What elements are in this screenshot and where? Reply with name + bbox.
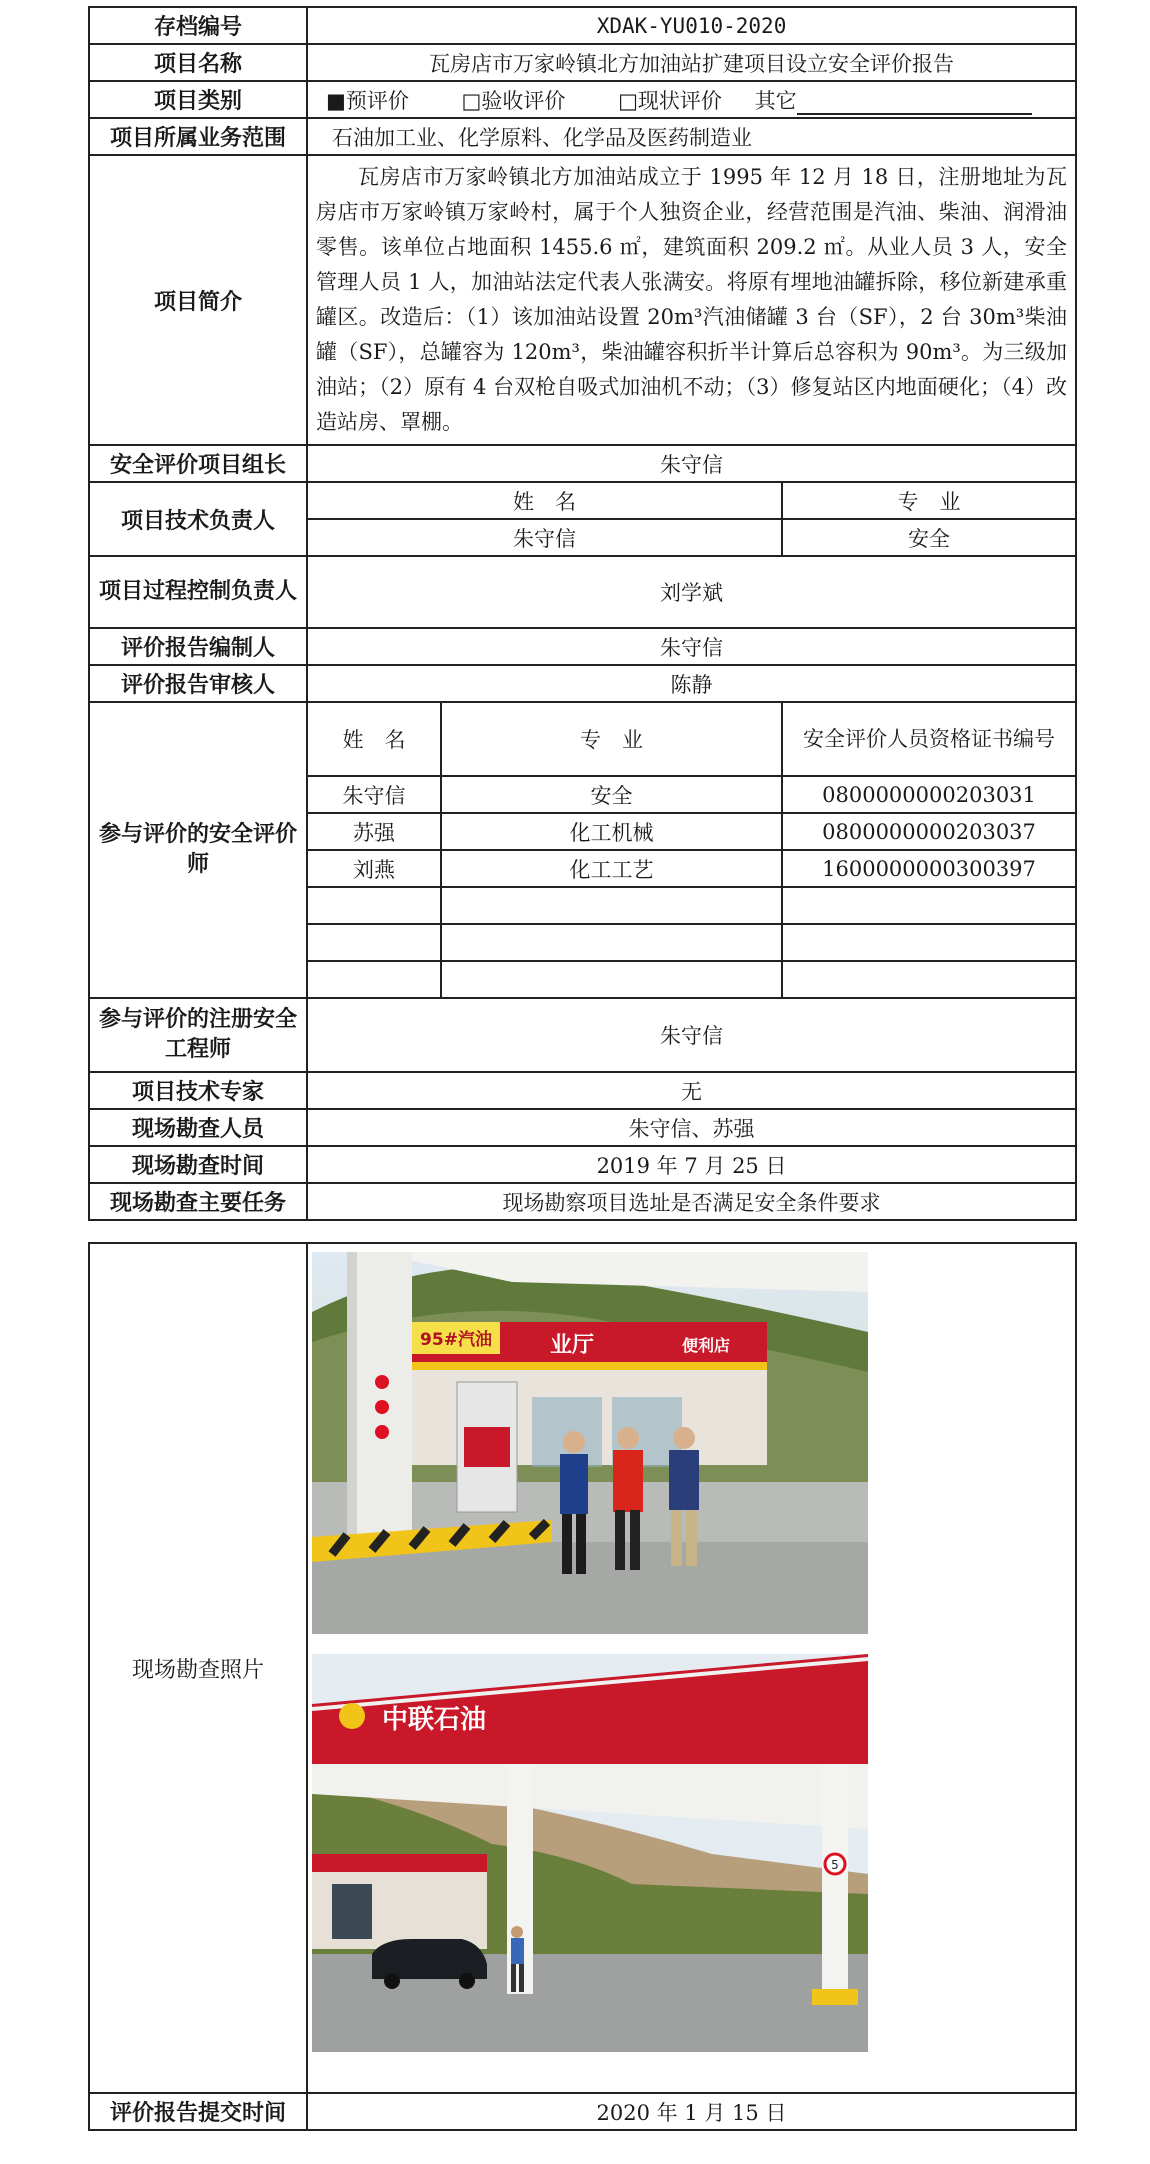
- row-tech-expert: [89, 1072, 1076, 1109]
- project-name-label: 项目名称: [89, 44, 307, 81]
- photo2-brand: 中联石油: [382, 1705, 487, 1735]
- empty-cell: [441, 924, 782, 961]
- evaluator-cert: 0800000000203037: [782, 813, 1076, 850]
- row-reg-engineer: [89, 998, 1076, 1072]
- row-survey-task: [89, 1183, 1076, 1220]
- photo2-sign-5: 5: [831, 1858, 839, 1872]
- tech-lead-major-header: 专 业: [782, 482, 1076, 519]
- archive-no-value: XDAK-YU010-2020: [307, 7, 1076, 44]
- tech-lead-name-header: 姓 名: [307, 482, 782, 519]
- photo1-sign-store: 便利店: [682, 1336, 731, 1355]
- archive-no-label: 存档编号: [89, 7, 307, 44]
- empty-cell: [307, 961, 441, 998]
- tech-lead-label: 项目技术负责人: [89, 482, 307, 556]
- evaluators-header-name: 姓 名: [307, 702, 441, 776]
- project-type-options: [307, 81, 1076, 118]
- survey-task-value: 现场勘察项目选址是否满足安全条件要求: [307, 1183, 1076, 1220]
- photo-table: [88, 1242, 1077, 2131]
- submit-time-value: 2020 年 1 月 15 日: [307, 2093, 1076, 2130]
- business-scope-label: 项目所属业务范围: [89, 118, 307, 155]
- row-project-name: [89, 44, 1076, 81]
- evaluators-label: 参与评价的安全评价师: [89, 702, 307, 998]
- site-photo-1-drawing: [312, 1252, 868, 1634]
- site-photo-2: [312, 1654, 868, 2052]
- row-team-leader: [89, 445, 1076, 482]
- report-reviewer-label: 评价报告审核人: [89, 665, 307, 702]
- photos-label: 现场勘查照片: [89, 1243, 307, 2093]
- row-submit-time: [89, 2093, 1076, 2130]
- empty-cell: [307, 924, 441, 961]
- checkbox-acceptance-evaluation: □验收评价: [461, 88, 566, 113]
- empty-cell: [782, 887, 1076, 924]
- row-process-control: [89, 556, 1076, 628]
- photo1-sign-hall: 业厅: [550, 1333, 595, 1358]
- empty-cell: [441, 961, 782, 998]
- intro-label: 项目简介: [89, 155, 307, 445]
- row-photos: [89, 1243, 1076, 2093]
- survey-time-label: 现场勘查时间: [89, 1146, 307, 1183]
- process-control-value: 刘学斌: [307, 556, 1076, 628]
- checkbox-pre-evaluation: ■预评价: [326, 88, 409, 113]
- row-project-type: [89, 81, 1076, 118]
- other-blank-line: [797, 93, 1032, 115]
- process-control-label: 项目过程控制负责人: [89, 556, 307, 628]
- empty-cell: [782, 924, 1076, 961]
- reg-engineer-label: 参与评价的注册安全工程师: [89, 998, 307, 1072]
- evaluator-cert: 0800000000203031: [782, 776, 1076, 813]
- evaluators-header-cert: 安全评价人员资格证书编号: [782, 702, 1076, 776]
- row-tech-lead-header: [89, 482, 1076, 519]
- info-table: [88, 6, 1077, 1221]
- empty-cell: [307, 887, 441, 924]
- tech-expert-value: 无: [307, 1072, 1076, 1109]
- team-leader-label: 安全评价项目组长: [89, 445, 307, 482]
- business-scope-value: 石油加工业、化学原料、化学品及医药制造业: [307, 118, 1076, 155]
- survey-task-label: 现场勘查主要任务: [89, 1183, 307, 1220]
- checkbox-status-evaluation: □现状评价: [618, 88, 722, 113]
- report-editor-value: 朱守信: [307, 628, 1076, 665]
- evaluator-cert: 1600000000300397: [782, 850, 1076, 887]
- submit-time-label: 评价报告提交时间: [89, 2093, 307, 2130]
- project-name-value: 瓦房店市万家岭镇北方加油站扩建项目设立安全评价报告: [307, 44, 1076, 81]
- photo1-sign-95: 95#汽油: [420, 1330, 492, 1350]
- row-survey-staff: [89, 1109, 1076, 1146]
- intro-text: 瓦房店市万家岭镇北方加油站成立于 1995 年 12 月 18 日，注册地址为瓦房店市万家岭镇万家岭村，属于个人独资企业，经营范围是汽油、柴油、润滑油零售。该单位占地面积 1455.6 ㎡，建筑面积 209.2 ㎡。从业人员 3 人，安全管理人员 1 人，加油站法定代表人张满安。将原有埋地油罐拆除，移位新建承重罐区。改造后：（1）该加油站设置 20m³汽油储罐 3 台（SF），2 台 30m³柴油罐（SF），总罐容为 120m³，柴油罐容积折半计算后总容积为 90m³。为三级加油站；（2）原有 4 台双枪自吸式加油机不动；（3）修复站区内地面硬化；（4）改造站房、罩棚。: [307, 155, 1076, 445]
- evaluator-major: 化工工艺: [441, 850, 782, 887]
- evaluators-header-major: 专 业: [441, 702, 782, 776]
- report-editor-label: 评价报告编制人: [89, 628, 307, 665]
- evaluator-major: 化工机械: [441, 813, 782, 850]
- evaluator-major: 安全: [441, 776, 782, 813]
- tech-lead-major: 安全: [782, 519, 1076, 556]
- row-survey-time: [89, 1146, 1076, 1183]
- survey-staff-value: 朱守信、苏强: [307, 1109, 1076, 1146]
- row-intro: [89, 155, 1076, 445]
- evaluator-name: 苏强: [307, 813, 441, 850]
- empty-cell: [441, 887, 782, 924]
- other-label: 其它: [754, 88, 797, 113]
- evaluator-name: 刘燕: [307, 850, 441, 887]
- row-evaluators-header: [89, 702, 1076, 776]
- photos-cell: [307, 1243, 1076, 2093]
- row-business-scope: [89, 118, 1076, 155]
- site-photo-1: [312, 1252, 868, 1634]
- reg-engineer-value: 朱守信: [307, 998, 1076, 1072]
- row-report-editor: [89, 628, 1076, 665]
- tech-lead-name: 朱守信: [307, 519, 782, 556]
- row-archive-no: [89, 7, 1076, 44]
- empty-cell: [782, 961, 1076, 998]
- survey-time-value: 2019 年 7 月 25 日: [307, 1146, 1076, 1183]
- tech-expert-label: 项目技术专家: [89, 1072, 307, 1109]
- team-leader-value: 朱守信: [307, 445, 1076, 482]
- evaluator-name: 朱守信: [307, 776, 441, 813]
- site-photo-2-drawing: [312, 1654, 868, 2052]
- survey-staff-label: 现场勘查人员: [89, 1109, 307, 1146]
- report-reviewer-value: 陈静: [307, 665, 1076, 702]
- project-type-label: 项目类别: [89, 81, 307, 118]
- row-report-reviewer: [89, 665, 1076, 702]
